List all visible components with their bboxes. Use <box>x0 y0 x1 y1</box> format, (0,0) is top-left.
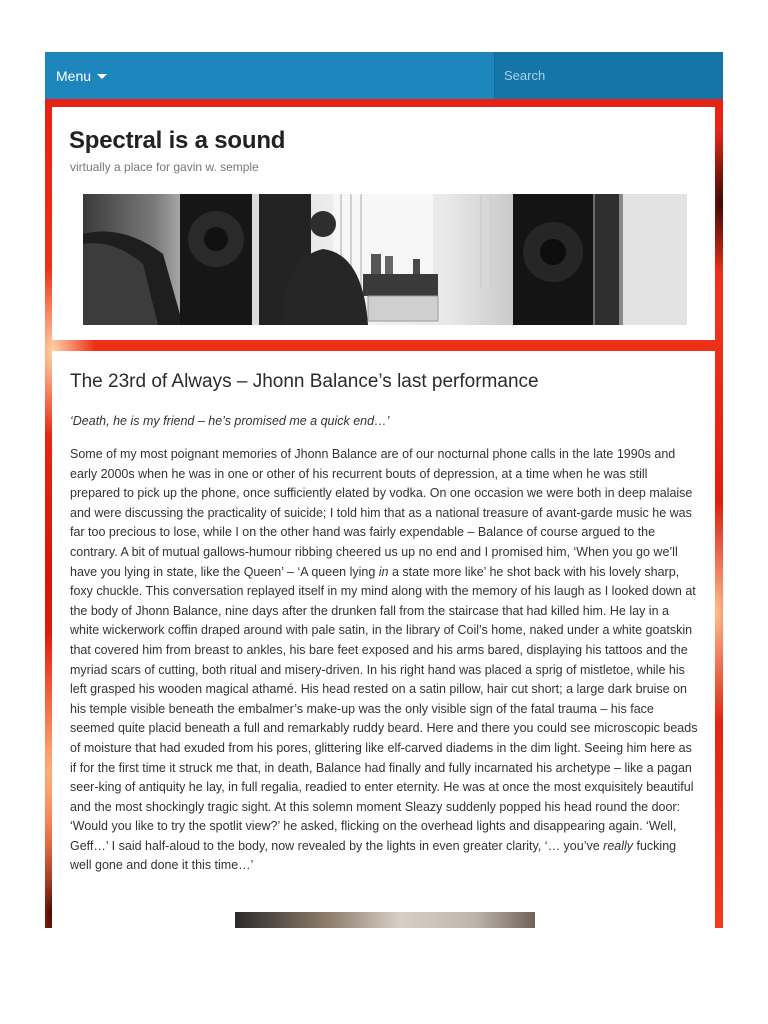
menu-button[interactable] <box>45 52 118 99</box>
article-container <box>52 351 715 928</box>
search-box <box>494 52 723 99</box>
post-body <box>70 445 700 876</box>
header-image <box>83 194 687 325</box>
post-body-text-3: fucking well gone and done it this time…’ <box>70 838 677 873</box>
post-body-text-2: a state more like’ he shot back with his lovely sharp, foxy chuckle. This conversation replayed itself in my mind along with the memory of his laugh as I looked down at the body of Jhonn Balance, nine days after the drunken fall from the staircase that had killed him. He lay in a white wickerwork coffin draped around with pale satin, in the library of Coil’s home, naked under a white goatskin that covered him from breast to ankles, his bare feet exposed and his arms bared, displaying his tattoos and the myriad scars of cutting, both ritual and misery-driven. In his right hand was placed a sprig of mistletoe, while his left grasped his wooden magical athamé. His head rested on a satin pillow, hair cut short; a large dark bruise on his temple visible beneath the embalmer’s make-up was the only visible sign of the fatal trauma – his face seemed quite placid beneath a full and remarkably ruddy beard. Here and there you could see microscopic beads of moisture that had exuded from his pores, glittering like elf-carved diadems in the dim light. Seeing him here as if for the first time it struck me that, in death, Balance had finally and fully incarnated his archetype – like a pagan seer-king of antiquity he lay, in full regalia, readied to enter eternity. He was at once the most exquisitely beautiful and the most shockingly tragic sight. At this solemn moment Sleazy suddenly popped his head round the door: ‘Would you like to try the spotlit view?’ he asked, flicking on the overhead lights and disappearing again. ‘Well, Geff…’ I said half-aloud to the body, now revealed by the lights in even greater clarity, ‘… you’ve <box>70 564 698 853</box>
post-title[interactable]: The 23rd of Always – Jhonn Balance’s last performance <box>70 371 539 392</box>
top-navbar <box>45 52 723 99</box>
post-body-emphasis-2: really <box>603 838 634 853</box>
header-photo-illustration <box>83 194 687 325</box>
page-background <box>45 52 723 928</box>
post-body-text-1: Some of my most poignant memories of Jhonn Balance are of our nocturnal phone calls in the late 1990s and early 2000s when he was in one or other of his recurrent bouts of depression, at a time when he was still prepared to pick up the phone, once sufficiently elated by vodka. On one occasion we were both in deep malaise and were discussing the practicality of suicide; I told him that as a national treasure of avant-garde music he was far too precious to lose, while I on the other hand was fairly expendable – Balance of course argued to the contrary. A bit of mutual gallows-humour ribbing cheered us up no end and I promised him, ‘When you go we’ll have you lying in state, like the Queen’ – ‘A queen lying <box>70 447 693 579</box>
search-input[interactable] <box>495 52 723 99</box>
site-description: virtually a place for gavin w. semple <box>70 160 259 174</box>
post-body-emphasis-1: in <box>378 564 389 579</box>
post-image <box>235 912 535 928</box>
post-epigraph: ‘Death, he is my friend – he’s promised me a quick end…’ <box>70 414 390 428</box>
menu-label: Menu <box>56 67 92 84</box>
site-title[interactable]: Spectral is a sound <box>69 127 286 154</box>
site-header <box>52 107 715 340</box>
caret-down-icon <box>97 74 107 79</box>
